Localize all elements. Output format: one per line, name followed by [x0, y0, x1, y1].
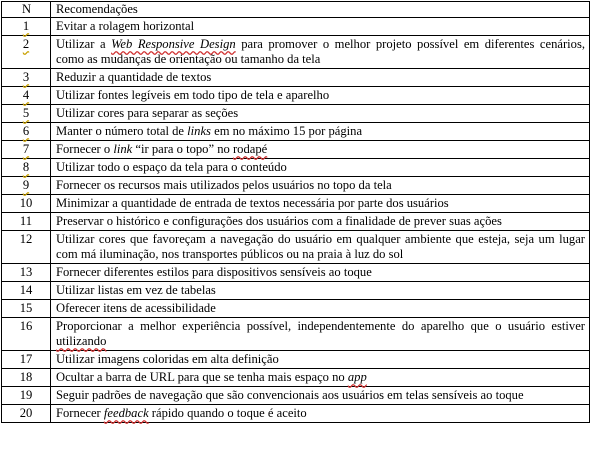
row-number	[2, 87, 51, 105]
text-segment: Proporcionar a melhor experiência possível, independentemente do aparelho que o usuário estiver	[56, 319, 585, 333]
table-body	[2, 18, 590, 423]
row-number	[2, 387, 51, 405]
table-row	[2, 159, 590, 177]
row-number	[2, 318, 51, 351]
recommendation-text	[51, 369, 590, 387]
row-number-text: 8	[22, 160, 30, 174]
text-segment: feedback	[103, 406, 149, 420]
recommendation-text	[51, 282, 590, 300]
table-row	[2, 36, 590, 69]
text-segment: Ocultar a barra de URL para que se tenha mais espaço no	[56, 370, 348, 384]
text-segment: Preservar o histórico e configurações dos usuários com a finalidade de prever suas ações	[56, 214, 502, 228]
row-number-text: 14	[19, 283, 33, 297]
table-row	[2, 300, 590, 318]
row-number-text: 11	[19, 214, 33, 228]
row-number-text: 5	[22, 106, 30, 120]
table-header-row	[2, 2, 590, 18]
recommendations-table-container	[1, 1, 589, 423]
table-row	[2, 177, 590, 195]
recommendation-text	[51, 141, 590, 159]
table-row	[2, 87, 590, 105]
table-row	[2, 213, 590, 231]
recommendation-text	[51, 87, 590, 105]
table-row	[2, 231, 590, 264]
text-segment: Utilizar fontes legíveis em todo tipo de tela e aparelho	[56, 88, 330, 102]
row-number	[2, 105, 51, 123]
table-row	[2, 405, 590, 423]
row-number	[2, 300, 51, 318]
text-segment: Fornecer o	[56, 142, 114, 156]
header-recommendations: Recomendações	[51, 2, 590, 18]
recommendation-text	[51, 69, 590, 87]
row-number-text: 20	[19, 406, 33, 420]
text-segment: em no máximo 15 por página	[210, 124, 363, 138]
text-segment: Reduzir a quantidade de textos	[56, 70, 212, 84]
table-row	[2, 369, 590, 387]
row-number-text: 15	[19, 301, 33, 315]
row-number	[2, 123, 51, 141]
row-number-text: 7	[22, 142, 30, 156]
text-segment: Utilizar cores que favoreçam a navegação do usuário em qualquer ambiente que esteja, seja um lugar com má iluminação, nos transportes públicos ou na praia à luz do sol	[56, 232, 585, 261]
row-number	[2, 159, 51, 177]
text-segment: Utilizar cores para separar as seções	[56, 106, 239, 120]
row-number-text: 16	[19, 319, 33, 333]
row-number	[2, 369, 51, 387]
row-number-text: 6	[22, 124, 30, 138]
text-segment: Fornecer diferentes estilos para dispositivos sensíveis ao toque	[56, 265, 372, 279]
text-segment: rodapé	[232, 142, 268, 156]
row-number-text: 3	[22, 70, 30, 84]
row-number-text: 1	[22, 19, 30, 33]
recommendation-text	[51, 213, 590, 231]
recommendation-text	[51, 351, 590, 369]
recommendation-text	[51, 318, 590, 351]
table-row	[2, 105, 590, 123]
recommendations-table	[1, 1, 590, 423]
text-segment: Oferecer itens de acessibilidade	[56, 301, 216, 315]
text-segment: Manter o número total de	[56, 124, 188, 138]
text-segment: Utilizar listas em vez de tabelas	[56, 283, 216, 297]
recommendation-text	[51, 231, 590, 264]
recommendation-text	[51, 300, 590, 318]
row-number	[2, 264, 51, 282]
recommendation-text	[51, 18, 590, 36]
row-number	[2, 405, 51, 423]
row-number	[2, 282, 51, 300]
table-row	[2, 264, 590, 282]
recommendation-text	[51, 264, 590, 282]
table-row	[2, 351, 590, 369]
recommendation-text	[51, 195, 590, 213]
table-row	[2, 123, 590, 141]
table-row	[2, 69, 590, 87]
recommendation-text	[51, 177, 590, 195]
row-number	[2, 141, 51, 159]
recommendation-text	[51, 123, 590, 141]
table-row	[2, 18, 590, 36]
text-segment: Fornecer	[56, 406, 104, 420]
text-segment: Fornecer os recursos mais utilizados pelos usuários no topo da tela	[56, 178, 392, 192]
recommendation-text	[51, 36, 590, 69]
row-number	[2, 18, 51, 36]
text-segment: “ir para o topo” no	[132, 142, 233, 156]
row-number-text: 9	[22, 178, 30, 192]
text-segment: rápido quando o toque é aceito	[148, 406, 307, 420]
recommendation-text	[51, 105, 590, 123]
text-segment: Evitar a rolagem horizontal	[56, 19, 195, 33]
text-segment: app	[347, 370, 367, 384]
row-number-text: 12	[19, 232, 33, 246]
row-number	[2, 177, 51, 195]
row-number	[2, 231, 51, 264]
text-segment: utilizando	[56, 334, 107, 348]
table-row	[2, 387, 590, 405]
text-segment: Web Responsive Design	[111, 37, 236, 51]
text-segment: Utilizar a	[56, 37, 112, 51]
text-segment: para promover o melhor projeto possível em diferentes cenários, como as mudanças de orientação ou tamanho da tela	[56, 37, 586, 66]
table-row	[2, 195, 590, 213]
row-number-text: 4	[22, 88, 30, 102]
table-row	[2, 282, 590, 300]
row-number	[2, 213, 51, 231]
row-number-text: 13	[19, 265, 33, 279]
row-number-text: 2	[22, 37, 30, 51]
text-segment: links	[187, 124, 211, 138]
text-segment: Utilizar todo o espaço da tela para o conteúdo	[56, 160, 287, 174]
recommendation-text	[51, 159, 590, 177]
row-number-text: 17	[19, 352, 33, 366]
header-number: N	[2, 2, 51, 18]
row-number-text: 18	[19, 370, 33, 384]
table-row	[2, 318, 590, 351]
row-number	[2, 195, 51, 213]
table-row	[2, 141, 590, 159]
recommendation-text	[51, 387, 590, 405]
text-segment: Seguir padrões de navegação que são convencionais aos usuários em telas sensíveis ao toque	[56, 388, 524, 402]
text-segment: link	[113, 142, 133, 156]
row-number	[2, 69, 51, 87]
row-number	[2, 36, 51, 69]
row-number	[2, 351, 51, 369]
text-segment: Utilizar imagens coloridas em alta definição	[56, 352, 279, 366]
row-number-text: 19	[19, 388, 33, 402]
text-segment: Minimizar a quantidade de entrada de textos necessária por parte dos usuários	[56, 196, 449, 210]
row-number-text: 10	[19, 196, 33, 210]
recommendation-text	[51, 405, 590, 423]
